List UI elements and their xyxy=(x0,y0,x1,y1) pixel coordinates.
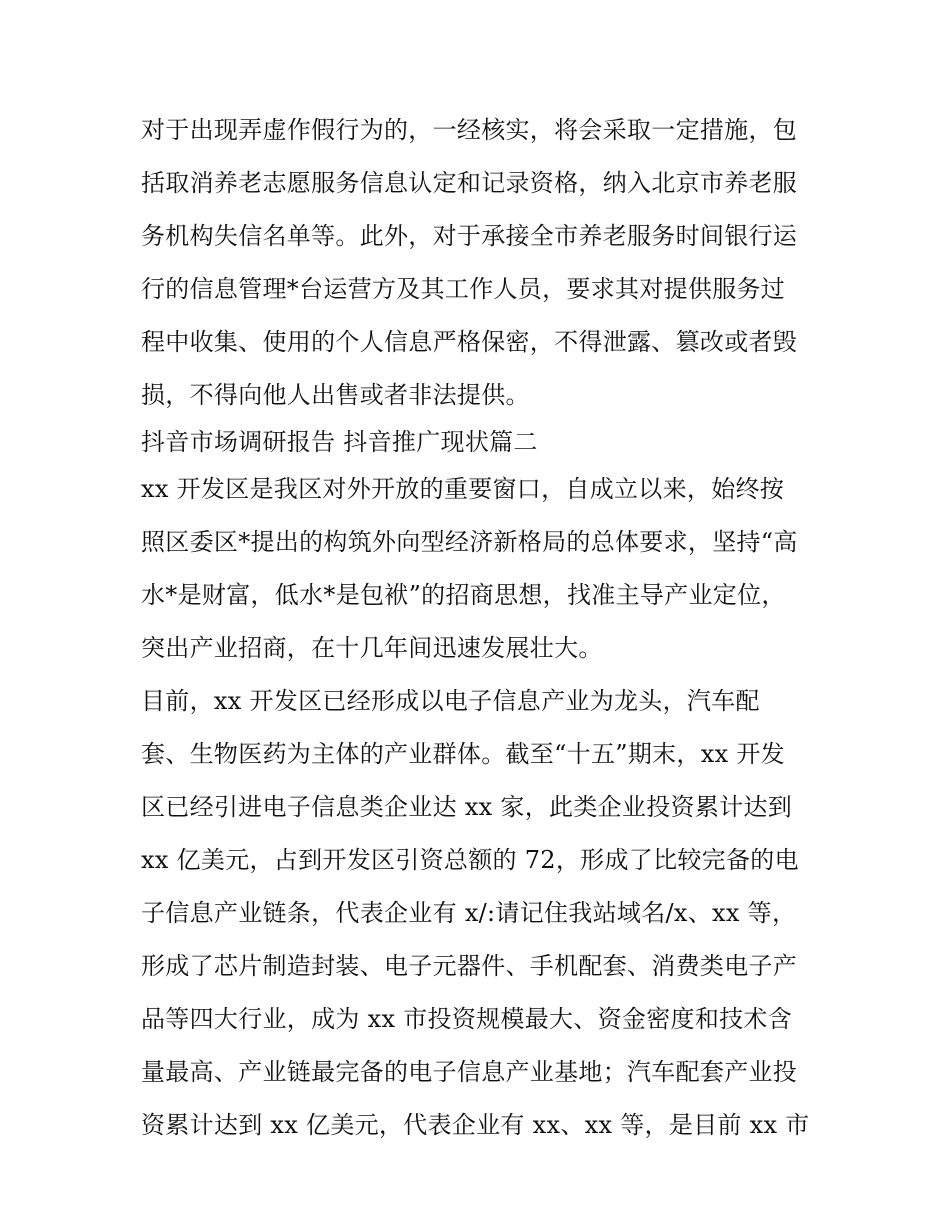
text-line: 水*是财富，低水*是包袱”的招商思想，找准主导产业定位， xyxy=(141,581,786,609)
text-line: 目前，xx 开发区已经形成以电子信息产业为龙头，汽车配 xyxy=(141,687,760,715)
text-line: 区已经引进电子信息类企业达 xx 家，此类企业投资累计达到 xyxy=(141,793,793,821)
text-line: 突出产业招商，在十几年间迅速发展壮大。 xyxy=(141,634,603,662)
text-line: 照区委区*提出的构筑外向型经济新格局的总体要求，坚持“高 xyxy=(141,528,798,556)
text-line: xx 亿美元，占到开发区引资总额的 72，形成了比较完备的电 xyxy=(141,846,799,874)
text-line: 子信息产业链条，代表企业有 x/:请记住我站域名/x、xx 等， xyxy=(141,899,797,927)
text-line: 行的信息管理*台运营方及其工作人员，要求其对提供服务过 xyxy=(141,275,786,303)
text-line: 损，不得向他人出售或者非法提供。 xyxy=(141,381,530,409)
text-line: 量最高、产业链最完备的电子信息产业基地；汽车配套产业投 xyxy=(141,1058,798,1086)
text-line: 对于出现弄虚作假行为的，一经核实，将会采取一定措施，包 xyxy=(141,116,798,144)
text-line: 品等四大行业，成为 xx 市投资规模最大、资金密度和技术含 xyxy=(141,1005,793,1033)
text-line: xx 开发区是我区对外开放的重要窗口，自成立以来，始终按 xyxy=(141,475,785,503)
text-line: 务机构失信名单等。此外，对于承接全市养老服务时间银行运 xyxy=(141,222,798,250)
text-line: 括取消养老志愿服务信息认定和记录资格，纳入北京市养老服 xyxy=(141,169,798,197)
text-line: 形成了芯片制造封装、电子元器件、手机配套、消费类电子产 xyxy=(141,952,798,980)
text-line: 资累计达到 xx 亿美元，代表企业有 xx、xx 等，是目前 xx 市 xyxy=(141,1111,810,1139)
section-heading: 抖音市场调研报告 抖音推广现状篇二 xyxy=(141,428,538,456)
text-line: 程中收集、使用的个人信息严格保密，不得泄露、篡改或者毁 xyxy=(141,328,798,356)
text-line: 套、生物医药为主体的产业群体。截至“十五”期末，xx 开发 xyxy=(141,740,785,768)
